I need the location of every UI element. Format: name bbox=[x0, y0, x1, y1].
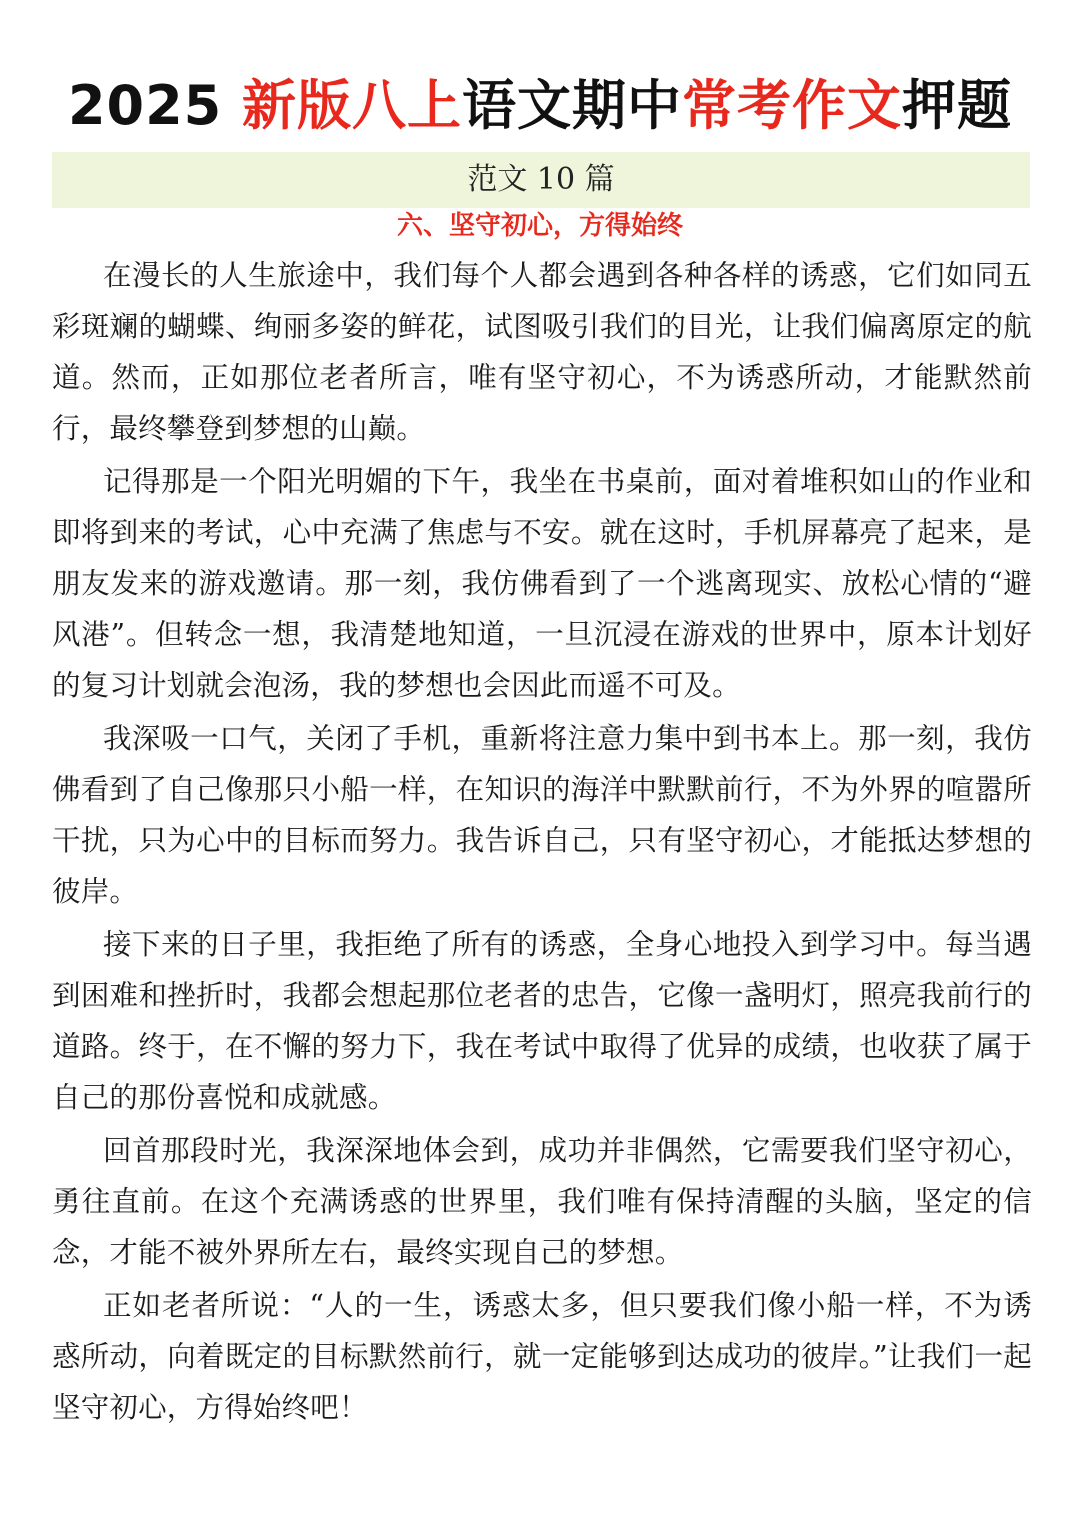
title-year: 2025 bbox=[67, 74, 243, 137]
essay-paragraph: 我深吸一口气，关闭了手机，重新将注意力集中到书本上。那一刻，我仿佛看到了自己像那只小船一样，在知识的海洋中默默前行，不为外界的喧嚣所干扰，只为心中的目标而努力。我告诉自己，只有坚守初心，才能抵达梦想的彼岸。 bbox=[52, 722, 1032, 908]
essay-paragraph: 接下来的日子里，我拒绝了所有的诱惑，全身心地投入到学习中。每当遇到困难和挫折时，我都会想起那位老者的忠告，它像一盏明灯，照亮我前行的道路。终于，在不懈的努力下，我在考试中取得了优异的成绩，也收获了属于自己的那份喜悦和成就感。 bbox=[52, 928, 1032, 1114]
essay-paragraph: 回首那段时光，我深深地体会到，成功并非偶然，它需要我们坚守初心，勇往直前。在这个充满诱惑的世界里，我们唯有保持清醒的头脑，坚定的信念，才能不被外界所左右，最终实现自己的梦想。 bbox=[52, 1134, 1032, 1269]
essay-heading: 六、坚守初心，方得始终 bbox=[396, 211, 683, 241]
page-title bbox=[0, 68, 1080, 144]
essay-paragraph: 记得那是一个阳光明媚的下午，我坐在书桌前，面对着堆积如山的作业和即将到来的考试，心中充满了焦虑与不安。就在这时，手机屏幕亮了起来，是朋友发来的游戏邀请。那一刻，我仿佛看到了一个逃离现实、放松心情的“避风港”。但转念一想，我清楚地知道，一旦沉浸在游戏的世界中，原本计划好的复习计划就会泡汤，我的梦想也会因此而遥不可及。 bbox=[52, 465, 1032, 702]
essay-paragraph: 正如老者所说：“人的一生，诱惑太多，但只要我们像小船一样，不为诱惑所动，向着既定的目标默然前行，就一定能够到达成功的彼岸。”让我们一起坚守初心，方得始终吧！ bbox=[52, 1289, 1032, 1424]
title-part-edition: 新版八上 bbox=[242, 74, 463, 137]
title-part-exam: 语文期中 bbox=[462, 74, 683, 137]
title-part-predict: 押题 bbox=[902, 74, 1013, 137]
title-part-essay: 常考作文 bbox=[682, 74, 903, 137]
section-banner: 范文 10 篇 bbox=[52, 152, 1030, 208]
essay-paragraph: 在漫长的人生旅途中，我们每个人都会遇到各种各样的诱惑，它们如同五彩斑斓的蝴蝶、绚丽多姿的鲜花，试图吸引我们的目光，让我们偏离原定的航道。然而，正如那位老者所言，唯有坚守初心，不为诱惑所动，才能默然前行，最终攀登到梦想的山巅。 bbox=[52, 259, 1032, 445]
essay-body bbox=[52, 250, 1032, 1435]
